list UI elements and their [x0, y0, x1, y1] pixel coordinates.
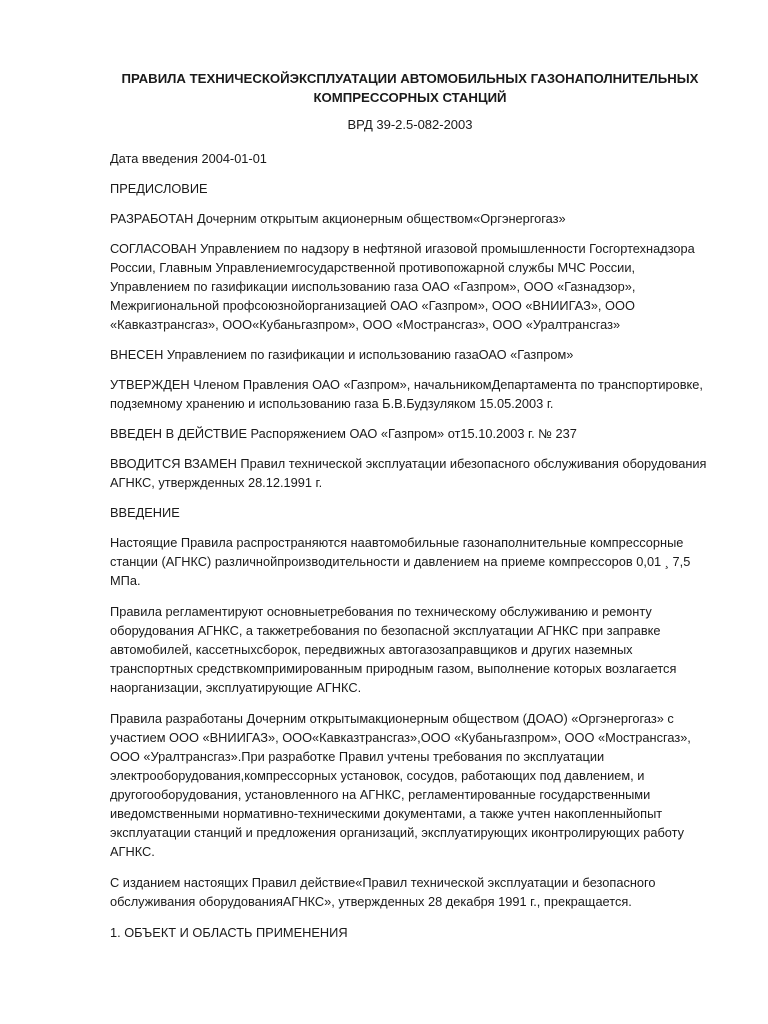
section-heading-introduction: ВВЕДЕНИЕ	[110, 505, 180, 520]
paragraph-requirements: Правила регламентируют основныетребования по техническому обслуживанию и ремонту оборудования АГНКС, а такжетребования по безопасной эксплуатации АГНКС при заправке автомобилей, кассетныхсборок, передвижных автогазозаправщиков и других наземных транспортных средствкомпримированным природным газом, выполнение которых возлагается наорганизации, эксплуатирующие АГНКС.	[110, 604, 677, 695]
intro-date: Дата введения 2004-01-01	[110, 151, 267, 166]
section-heading-object-scope: 1. ОБЪЕКТ И ОБЛАСТЬ ПРИМЕНЕНИЯ	[110, 925, 348, 940]
paragraph-enacted: ВВЕДЕН В ДЕЙСТВИЕ Распоряжением ОАО «Газпром» от15.10.2003 г. № 237	[110, 426, 577, 441]
section-heading-preface: ПРЕДИСЛОВИЕ	[110, 181, 208, 196]
document-code: ВРД 39-2.5-082-2003	[347, 117, 473, 132]
paragraph-introduced-by: ВНЕСЕН Управлением по газификации и использованию газаОАО «Газпром»	[110, 347, 574, 362]
paragraph-developers: Правила разработаны Дочерним открытымакционерным обществом (ДОАО) «Оргэнергогаз» с участием ООО «ВНИИГАЗ», ООО«Кавказтрансгаз»,ООО «Кубаньгазпром», ООО «Мострансгаз», ООО «Уралтрансгаз».При разработке Правил учтены требования по эксплуатации электрооборудования,компрессорных установок, сосудов, работающих под давлением, и другогооборудования, установленного на АГНКС, регламентированные государственными иведомственными нормативно-техническими документами, а также учтен накопленныйопыт эксплуатации станций и предложения организаций, эксплуатирующих иконтролирующих работу АГНКС.	[110, 711, 691, 859]
paragraph-scope: Настоящие Правила распространяются наавтомобильные газонаполнительные компрессорные станции (АГНКС) различнойпроизводительности и давлением на приеме компрессоров 0,01 ¸ 7,5 МПа.	[110, 535, 691, 588]
paragraph-replaces: ВВОДИТСЯ ВЗАМЕН Правил технической эксплуатации ибезопасного обслуживания оборудования АГНКС, утвержденных 28.12.1991 г.	[110, 456, 707, 490]
paragraph-approved: УТВЕРЖДЕН Членом Правления ОАО «Газпром», начальникомДепартамента по транспортировке, подземному хранению и использованию газа Б.В.Будзуляком 15.05.2003 г.	[110, 377, 703, 411]
paragraph-developed: РАЗРАБОТАН Дочерним открытым акционерным обществом«Оргэнергогаз»	[110, 211, 566, 226]
paragraph-agreed: СОГЛАСОВАН Управлением по надзору в нефтяной игазовой промышленности Госгортехнадзора России, Главным Управлениемгосударственной противопожарной службы МЧС России, Управлением по газификации ииспользованию газа ОАО «Газпром», ООО «Газнадзор», Межригиональной профсоюзнойорганизацией ОАО «Газпром», ООО «ВНИИГАЗ», ООО «Кавказтрансгаз», ООО«Кубаньгазпром», ООО «Мострансгаз», ООО «Уралтрансгаз»	[110, 241, 695, 332]
document-title: ПРАВИЛА ТЕХНИЧЕСКОЙЭКСПЛУАТАЦИИ АВТОМОБИЛЬНЫХ ГАЗОНАПОЛНИТЕЛЬНЫХ КОМПРЕССОРНЫХ СТАНЦИЙ	[121, 71, 699, 105]
paragraph-supersedes: С изданием настоящих Правил действие«Правил технической эксплуатации и безопасного обслуживания оборудованияАГНКС», утвержденных 28 декабря 1991 г., прекращается.	[110, 875, 656, 909]
